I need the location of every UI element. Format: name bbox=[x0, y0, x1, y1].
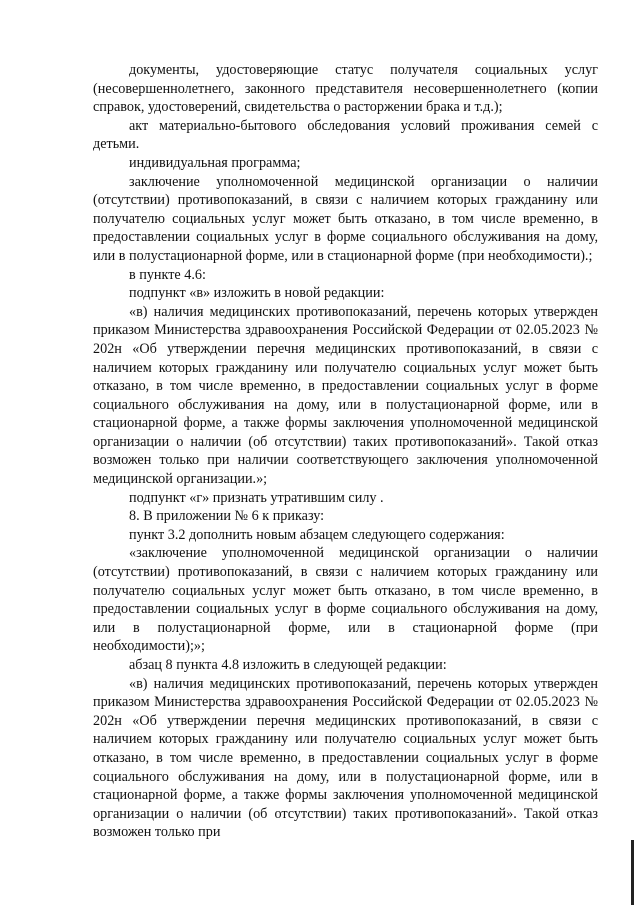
paragraph-individual-program: индивидуальная программа; bbox=[129, 154, 301, 171]
paragraph-documents-status: документы, удостоверяющие статус получателя социальных услуг (несовершеннолетнего, законного представителя несовершеннолетнего (копии справок, удостоверений, свидетельства о расторжении брака и т.д.); bbox=[93, 62, 598, 116]
paragraph-living-conditions-act: акт материально-бытового обследования условий проживания семей с детьми. bbox=[93, 117, 598, 153]
document-body bbox=[93, 61, 598, 842]
paragraph-medical-conclusion: заключение уполномоченной медицинской организации о наличии (отсутствии) противопоказаний, в связи с наличием которых гражданину или получателю социальных услуг может быть отказано, в том числе временно, в предоставлении социальных услуг в форме социального обслуживания на дому, или в полустационарной форме, или в стационарной форме (при необходимости).; bbox=[93, 173, 598, 264]
scan-edge-mark bbox=[631, 840, 634, 905]
paragraph-appendix-6: 8. В приложении № 6 к приказу: bbox=[129, 508, 325, 525]
paragraph-point-4-8-text: «в) наличия медицинских противопоказаний, перечень которых утвержден приказом Министерства здравоохранения Российской Федерации от 02.05.2023 № 202н «Об утверждении перечня медицинских противопоказаний, в связи с наличием которых гражданину или получателю социальных услуг может быть отказано, в том числе временно, в предоставлении социальных услуг в форме социального обслуживания на дому, или в полустационарной форме, или в стационарной форме, а также формы заключения уполномоченной медицинской организации о наличии (об отсутствии) таких противопоказаний». Такой отказ возможен только при bbox=[93, 675, 598, 841]
paragraph-new-conclusion-text: «заключение уполномоченной медицинской организации о наличии (отсутствии) противопоказаний, в связи с наличием которых гражданину или получателю социальных услуг может быть отказано, в том числе временно, в предоставлении социальных услуг в форме социального обслуживания на дому, или в полустационарной форме, или в стационарной форме (при необходимости);»; bbox=[93, 545, 598, 655]
paragraph-subpoint-v-text: «в) наличия медицинских противопоказаний, перечень которых утвержден приказом Министерства здравоохранения Российской Федерации от 02.05.2023 № 202н «Об утверждении перечня медицинских противопоказаний, в связи с наличием которых гражданину или получателю социальных услуг может быть отказано, в том числе временно, в предоставлении социальных услуг в форме социального обслуживания на дому, или в полустационарной форме, или в стационарной форме, а также формы заключения уполномоченной медицинской организации о наличии (об отсутствии) таких противопоказаний». Такой отказ возможен только при наличии соответствующего заключения уполномоченной медицинской организации.»; bbox=[93, 303, 598, 488]
paragraph-subpoint-v-new-edition: подпункт «в» изложить в новой редакции: bbox=[129, 285, 385, 302]
paragraph-point-3-2: пункт 3.2 дополнить новым абзацем следующего содержания: bbox=[129, 526, 505, 543]
paragraph-point-4-8: абзац 8 пункта 4.8 изложить в следующей редакции: bbox=[129, 657, 447, 673]
paragraph-subpoint-g-void: подпункт «г» признать утратившим силу . bbox=[129, 489, 384, 506]
paragraph-point-4-6: в пункте 4.6: bbox=[129, 266, 206, 283]
